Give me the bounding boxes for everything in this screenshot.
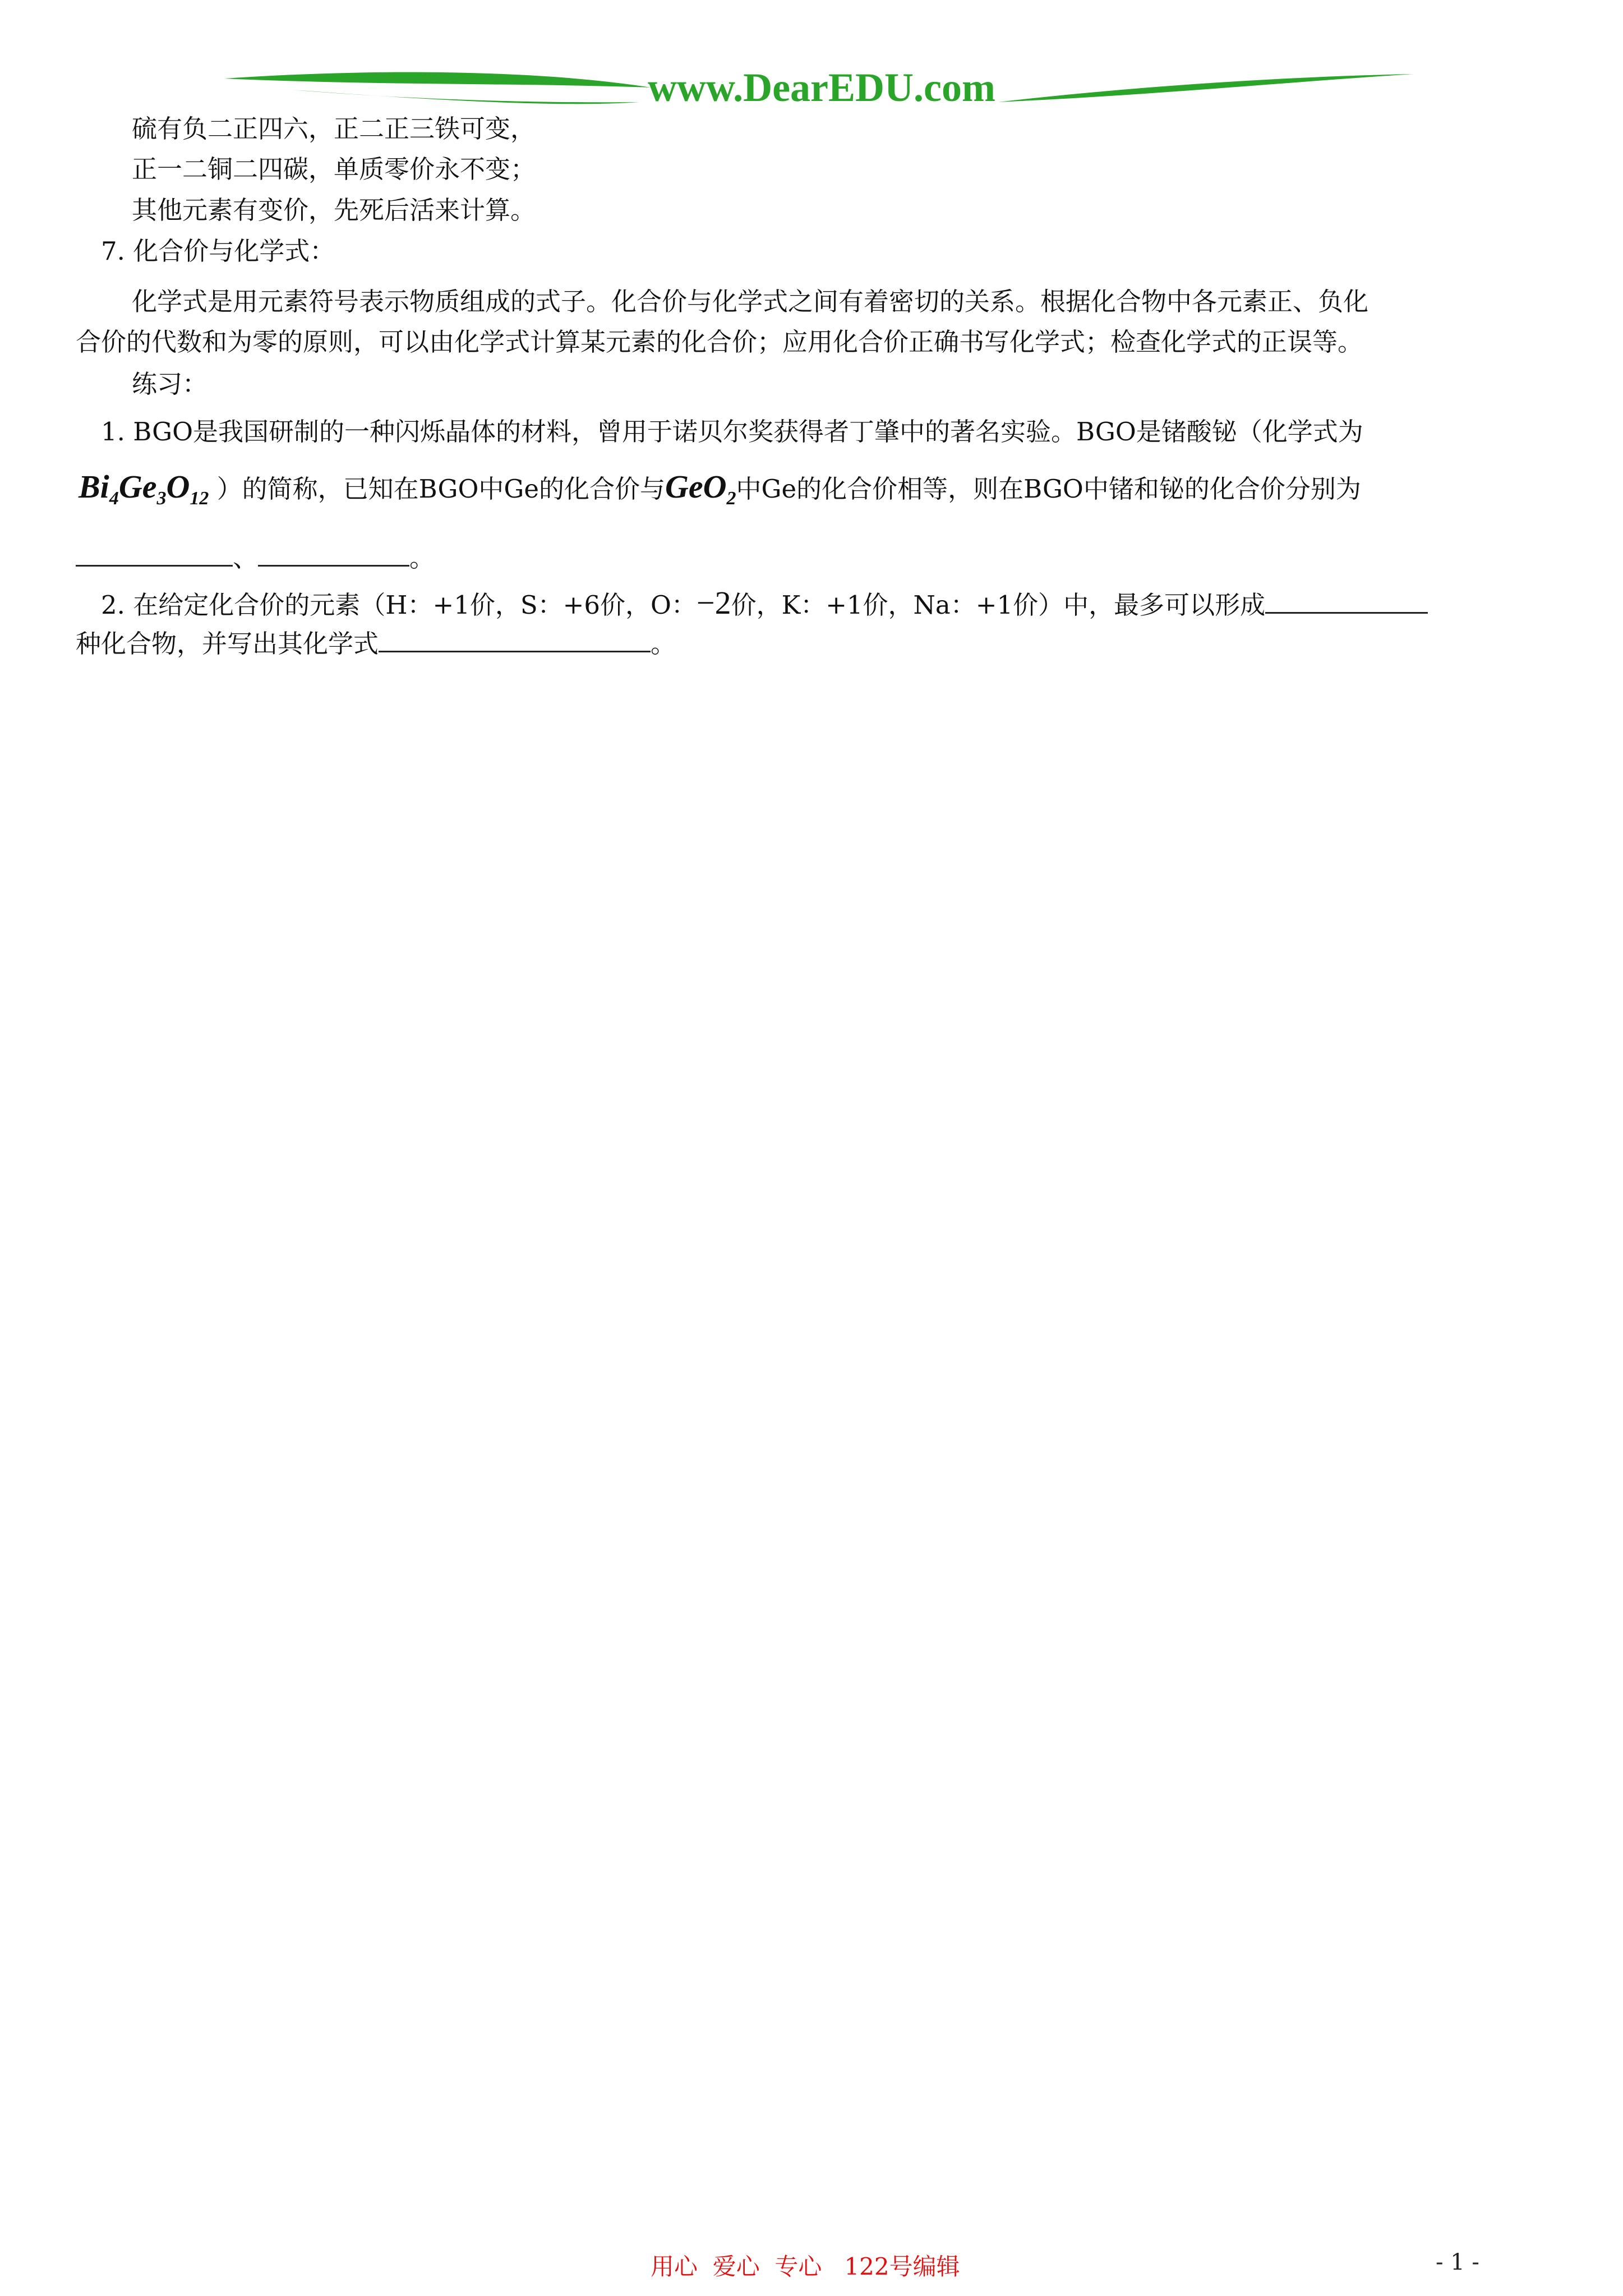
mnemonic-line-1: 硫有负二正四六，正二正三铁可变， — [132, 114, 536, 144]
question-1-line-2 — [79, 470, 1361, 516]
answer-blank-formulas[interactable] — [379, 628, 651, 652]
formula-bgo: $Bi_4Ge_3O_{12}$ — [79, 468, 209, 509]
logo-swoosh-right — [998, 74, 1413, 102]
answer-separator: 、 — [233, 543, 259, 573]
section-paragraph-line-1: 化学式是用元素符号表示物质组成的式子。化合价与化学式之间有着密切的关系。根据化合物中各元素正、负化 — [132, 287, 1369, 316]
question-1-answer-line — [76, 541, 435, 575]
question-1-text-a: ）的简称，已知在BGO中Ge的化合价与 — [216, 474, 665, 504]
answer-end: 。 — [409, 543, 435, 573]
question-2-line-2: 种化合物，并写出其化学式 。 — [76, 629, 676, 659]
question-2-line-1: 2. 在给定化合价的元素（H：+1价，S：+6价，O：−2价，K：+1价，Na：+1价）中，最多可以形成 — [101, 586, 1428, 622]
section-paragraph-line-2: 合价的代数和为零的原则，可以由化学式计算某元素的化合价；应用化合价正确书写化学式；检查化学式的正误等。 — [76, 327, 1363, 357]
answer-blank-compound-count[interactable] — [1265, 590, 1428, 614]
logo-text: www.DearEDU.com — [648, 65, 995, 110]
footer-editor-note: 用心 爱心 专心 122号编辑 — [651, 2253, 960, 2280]
question-1-line-1: 1. BGO是我国研制的一种闪烁晶体的材料，曾用于诺贝尔奖获得者丁肇中的著名实验。BGO是锗酸铋（化学式为 — [101, 417, 1363, 447]
formula-geo2: GeO$_2$ — [665, 468, 736, 509]
question-1-text-b: 中Ge的化合价相等，则在BGO中锗和铋的化合价分别为 — [736, 474, 1361, 504]
mnemonic-line-3: 其他元素有变价，先死后活来计算。 — [132, 195, 536, 225]
answer-blank-germanium[interactable] — [76, 542, 233, 567]
oxygen-valence: −2 — [696, 585, 731, 621]
page-number: - 1 - — [1436, 2249, 1479, 2275]
exercises-title: 练习： — [132, 369, 208, 399]
mnemonic-line-2: 正一二铜二四碳，单质零价永不变； — [132, 154, 536, 184]
logo-swoosh-left-tail — [292, 90, 639, 104]
section-heading: 7. 化合价与化学式： — [101, 236, 335, 266]
answer-blank-bismuth[interactable] — [258, 542, 409, 567]
logo-swoosh-left — [224, 72, 651, 88]
